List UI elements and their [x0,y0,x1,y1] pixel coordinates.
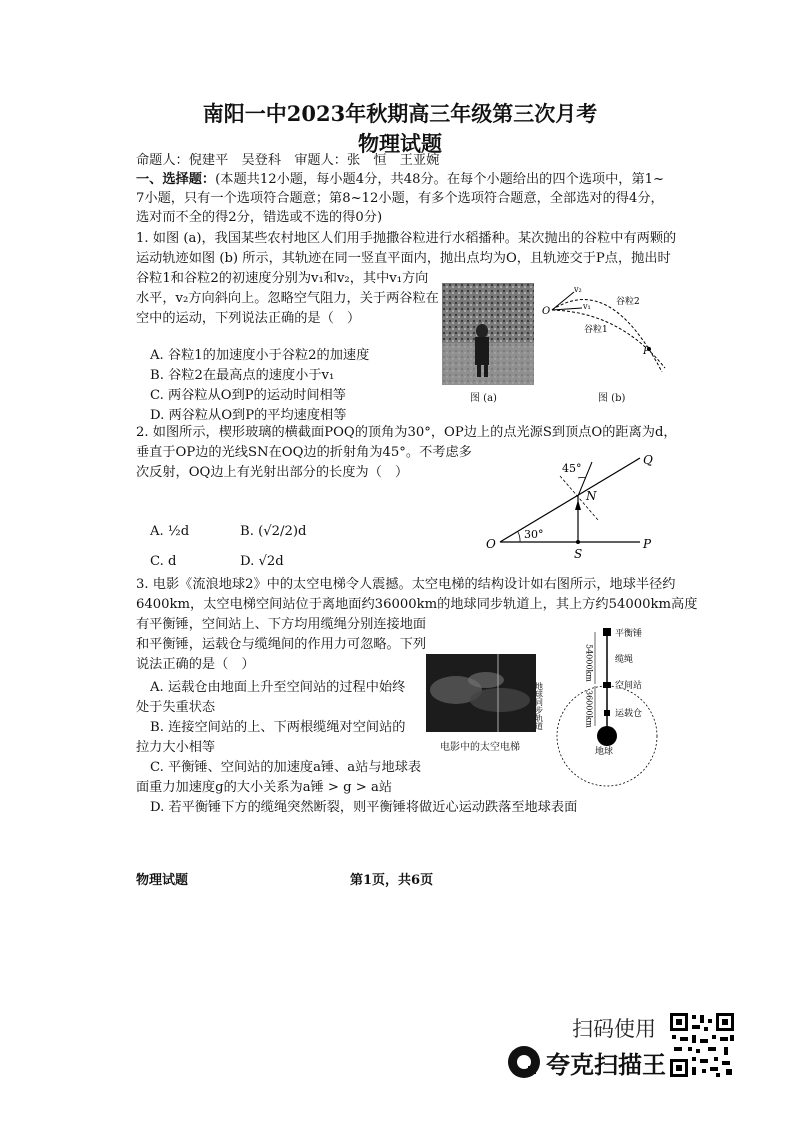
q3-option-b1: B. 连接空间站的上、下两根缆绳对空间站的 [150,720,406,735]
q2-line2: 垂直于OP边的光线SN在OQ边的折射角为45°。不考虑多 [136,445,472,460]
q3-cabin-label: 运载仓 [615,709,643,719]
q2-option-b: B. (√2/2)d [240,524,307,539]
q1-option-c: C. 两谷粒从O到P的运动时间相等 [150,388,346,403]
q1-grain2-label: 谷粒2 [616,297,640,307]
footer-subject: 物理试题 [136,873,189,888]
q2-angle-45: 45° [562,462,582,475]
scanner-brand-name: 夸克扫描王 [546,1051,666,1079]
q2-point-q: Q [643,453,653,467]
q1-fig-a-caption: 图 (a) [470,393,497,404]
scan-to-use-text: 扫码使用 [572,1017,656,1041]
section1-heading: 一、选择题： [136,172,216,187]
q3-line1: 3. 电影《流浪地球2》中的太空电梯令人震撼。太空电梯的结构设计如右图所示，地球半径约 [136,577,676,592]
q2-line1: 2. 如图所示，楔形玻璃的横截面POQ的顶角为30°，OP边上的点光源S到顶点O的距离为d， [136,425,677,440]
section1-line2: 7小题，只有一个选项符合题意；第8~12小题，有多个选项符合题意，全部选对的得4分， [136,191,664,206]
qr-code-icon[interactable] [668,1011,736,1079]
q3-cable-label: 缆绳 [615,655,634,665]
q3-option-d: D. 若平衡锤下方的缆绳突然断裂，则平衡锤将做近心运动跌落至地球表面 [150,800,578,815]
q2-wedge-diagram [480,448,660,561]
q3-counterweight-label: 平衡锤 [615,629,643,639]
footer-page-number: 第1页，共6页 [350,873,434,888]
exam-subtitle: 物理试题 [358,131,442,156]
q1-line3: 谷粒1和谷粒2的初速度分别为v₁和v₂，其中v₁方向 [136,271,429,286]
q3-dist-upper-label: 54000km [584,644,594,682]
q3-line5: 说法正确的是（ ） [136,657,255,672]
q2-option-a: A. ½d [150,524,190,539]
authors-line: 命题人：倪建平 吴登科 审题人：张 恒 王亚婉 [136,153,440,168]
q3-geo-orbit-label: 地球同步轨道 [534,682,544,730]
exam-title: 南阳一中2023年秋期高三年级第三次月考 [202,101,598,126]
q1-v1-label: v₁ [583,302,591,311]
q1-line5: 空中的运动，下列说法正确的是（ ） [136,311,361,326]
q3-dist-lower-label: 36000km [584,690,594,728]
q3-station-label: 空间站 [615,681,643,691]
q3-option-a2: 处于失重状态 [136,700,216,715]
q1-v2-label: v₂ [574,285,582,294]
q1-fig-b-caption: 图 (b) [598,393,626,404]
q1-option-d: D. 两谷粒从O到P的平均速度相等 [150,408,347,423]
q3-line4: 和平衡锤，运载仓与缆绳间的作用力可忽略。下列 [136,637,427,652]
q1-option-a: A. 谷粒1的加速度小于谷粒2的加速度 [150,348,370,363]
quark-logo-icon [506,1044,542,1080]
q3-option-c1: C. 平衡锤、空间站的加速度a锤、a站与地球表 [150,760,422,775]
q1-photo-farmer [442,283,534,385]
section1-text: (本题共12小题，每小题4分，共48分。在每个小题给出的四个选项中，第1~ [215,172,665,187]
q1-line4: 水平，v₂方向斜向上。忽略空气阻力，关于两谷粒在 [136,291,439,306]
q2-point-p: P [643,537,652,551]
section1-line1 [136,171,664,189]
q2-point-o: O [486,537,496,551]
q3-line2: 6400km，太空电梯空间站位于离地面约36000km的地球同步轨道上，其上方约54000km高度 [136,597,698,612]
q1-line1: 1. 如图 (a)，我国某些农村地区人们用手抛撒谷粒进行水稻播种。某次抛出的谷粒中有两颗的 [136,231,677,246]
q1-grain1-label: 谷粒1 [584,325,608,335]
q3-photo-caption: 电影中的太空电梯 [440,742,520,753]
q1-trajectory-diagram [540,282,670,387]
q2-line3: 次反射，OQ边上有光射出部分的长度为（ ） [136,465,409,480]
q2-option-d: D. √2d [240,554,284,569]
q1-point-o: O [542,306,551,317]
q3-elevator-diagram [534,622,675,774]
q2-point-s: S [574,547,583,561]
q1-point-p: P [643,346,650,357]
q3-earth-label: 地球 [595,747,614,757]
section1-line3: 选对而不全的得2分，错选或不选的得0分) [136,210,383,225]
q3-option-a1: A. 运载仓由地面上升至空间站的过程中始终 [150,680,406,695]
q1-line2: 运动轨迹如图 (b) 所示，其轨迹在同一竖直平面内，抛出点均为O，且轨迹交于P点，抛出时 [136,251,671,266]
q1-option-b: B. 谷粒2在最高点的速度小于v₁ [150,368,335,383]
q2-angle-30: 30° [524,528,544,541]
q3-option-b2: 拉力大小相等 [136,740,216,755]
q3-line3: 有平衡锤，空间站上、下方均用缆绳分别连接地面 [136,617,427,632]
q3-option-c2: 面重力加速度g的大小关系为a锤 > g > a站 [136,780,393,795]
q2-point-n: N [586,489,597,503]
q2-option-c: C. d [150,554,177,569]
q3-movie-photo [426,654,536,732]
